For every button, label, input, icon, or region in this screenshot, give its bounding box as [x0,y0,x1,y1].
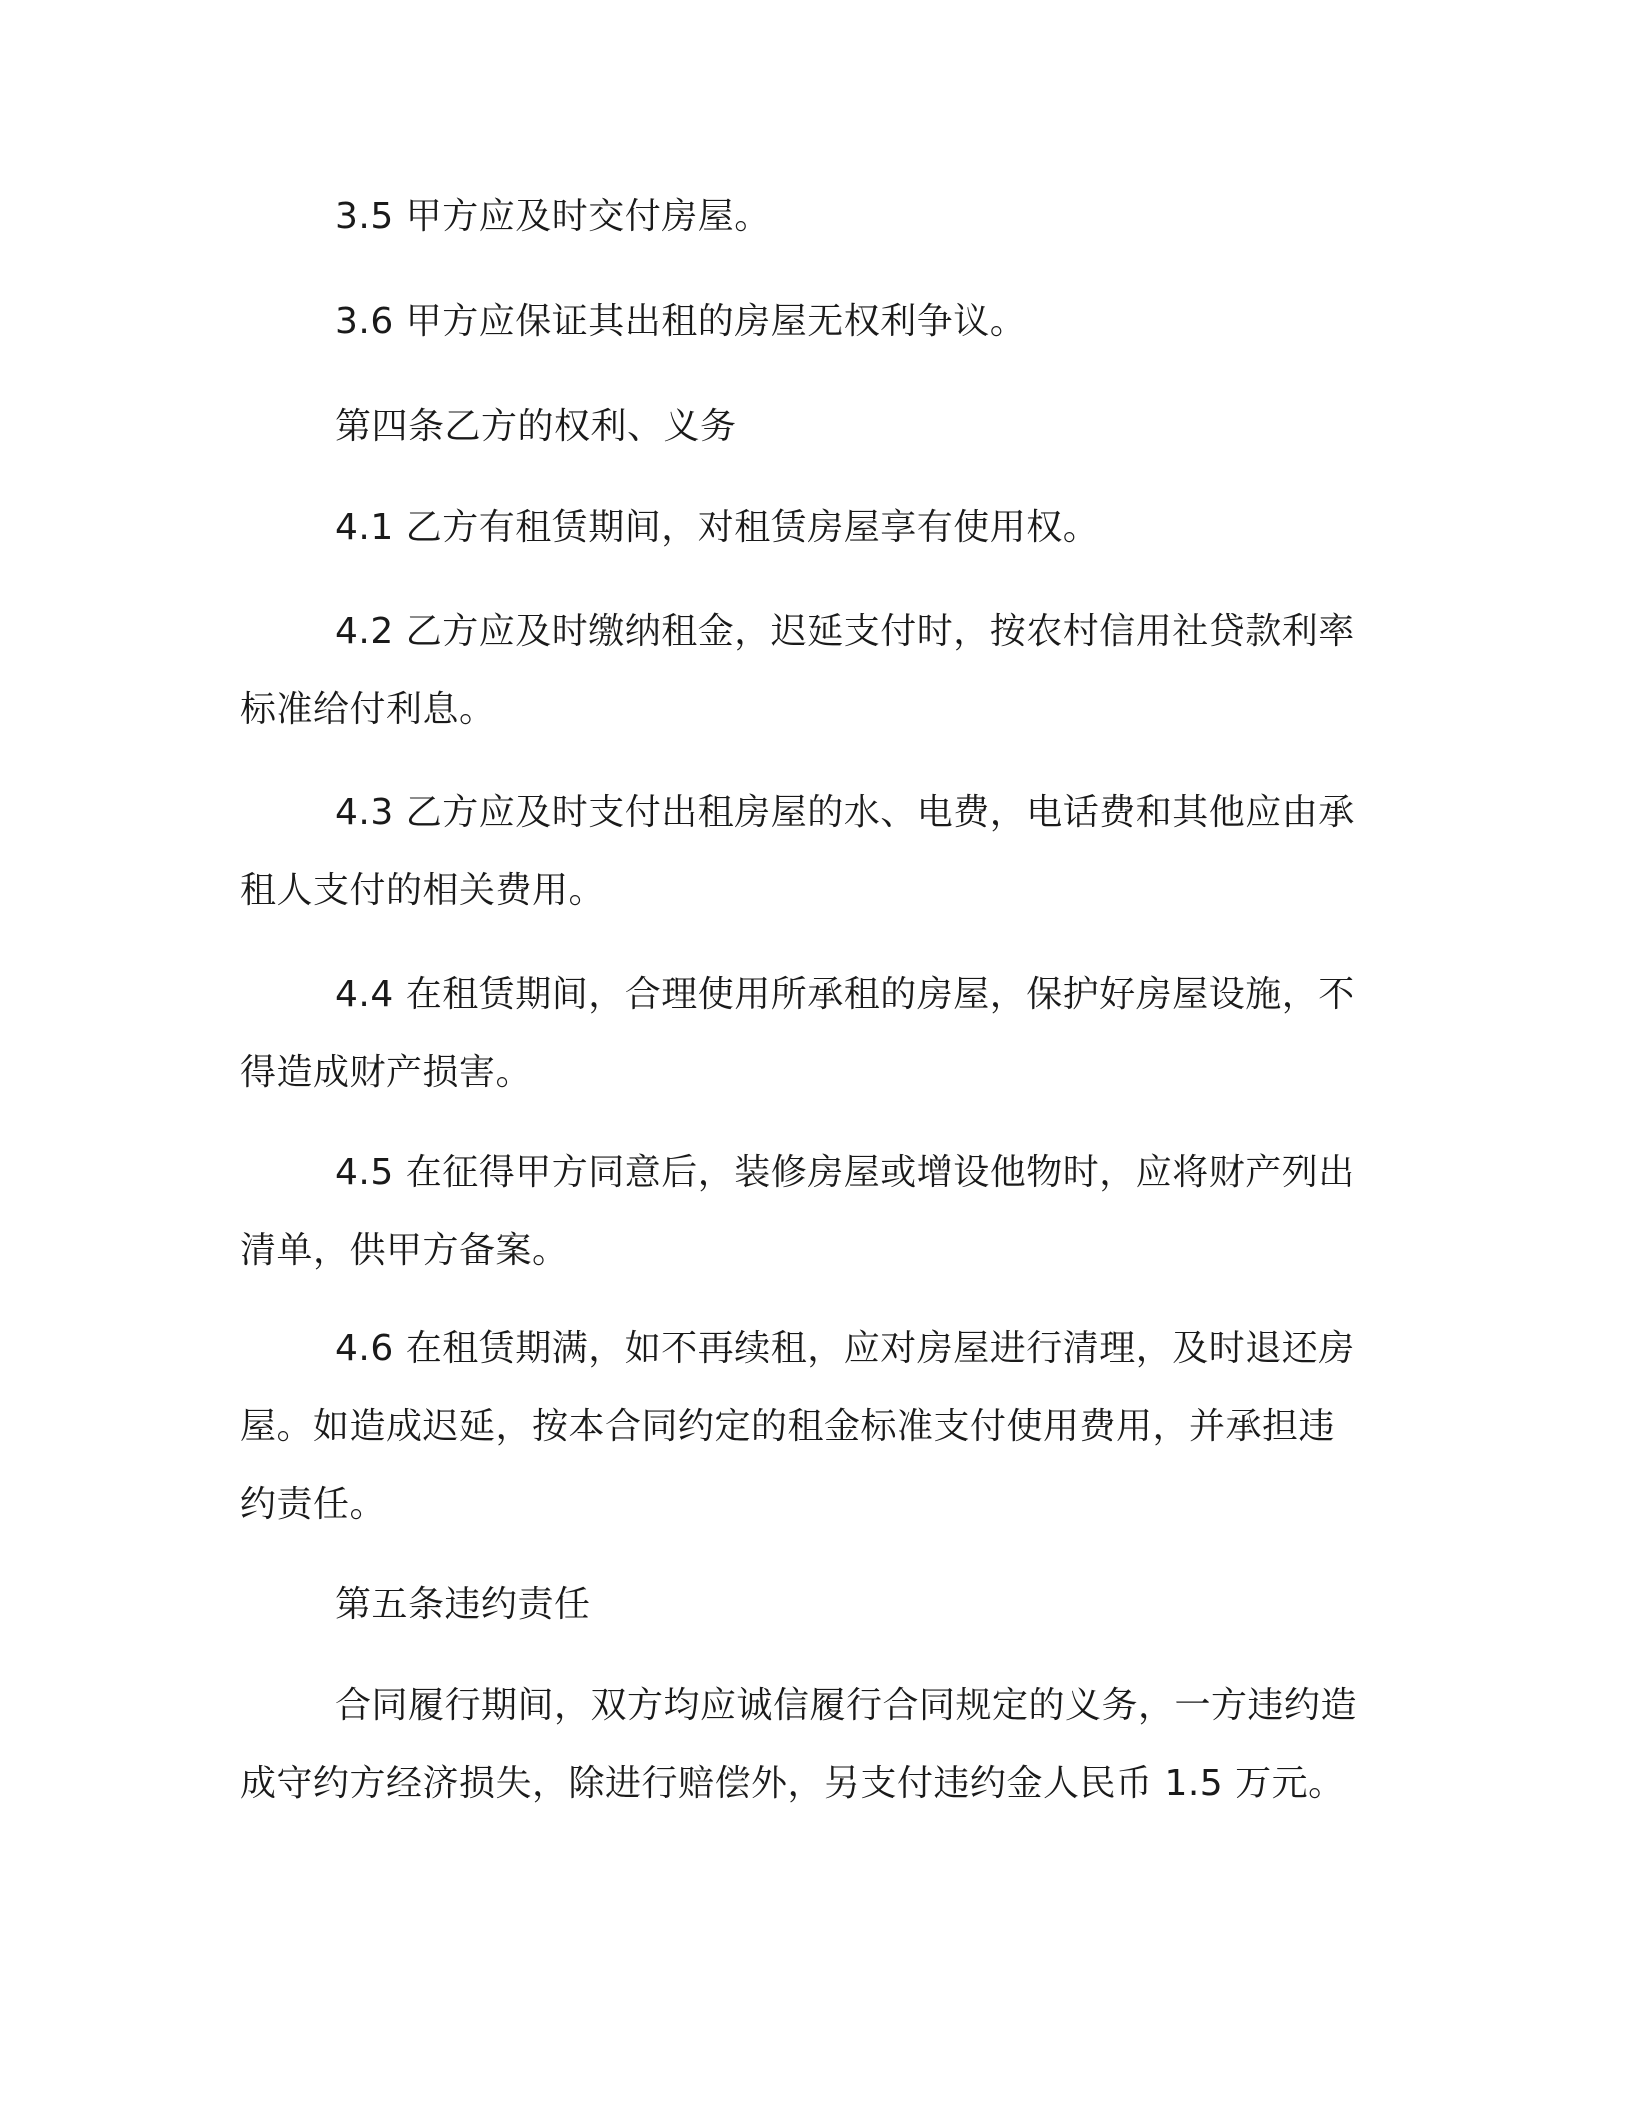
clause-4-6: 4.6 在租赁期满，如不再续租，应对房屋进行清理，及时退还房 屋。如造成迟延，按本合同约定的租金标准支付使用费用，并承担违 约责任。 [240,1328,1355,1525]
clause-4-3: 4.3 乙方应及时支付出租房屋的水、电费，电话费和其他应由承 租人支付的相关费用。 [240,792,1355,911]
article-4-heading: 第四条乙方的权利、义务 [335,406,737,447]
clause-4-4: 4.4 在租赁期间，合理使用所承租的房屋，保护好房屋设施，不 得造成财产损害。 [240,974,1355,1093]
clause-4-2: 4.2 乙方应及时缴纳租金，迟延支付时，按农村信用社贷款利率 标准给付利息。 [240,611,1355,730]
clause-3-6: 3.6 甲方应保证其出租的房屋无权利争议。 [335,301,1027,342]
article-5-body: 合同履行期间，双方均应诚信履行合同规定的义务，一方违约造 成守约方经济损失，除进行赔偿外，另支付违约金人民币 1.5 万元。 [240,1685,1358,1804]
clause-3-5: 3.5 甲方应及时交付房屋。 [335,196,771,237]
clause-4-1: 4.1 乙方有租赁期间，对租赁房屋享有使用权。 [335,507,1100,548]
article-5-heading: 第五条违约责任 [335,1584,591,1625]
clause-4-5: 4.5 在征得甲方同意后，装修房屋或增设他物时，应将财产列出 清单，供甲方备案。 [240,1152,1355,1271]
